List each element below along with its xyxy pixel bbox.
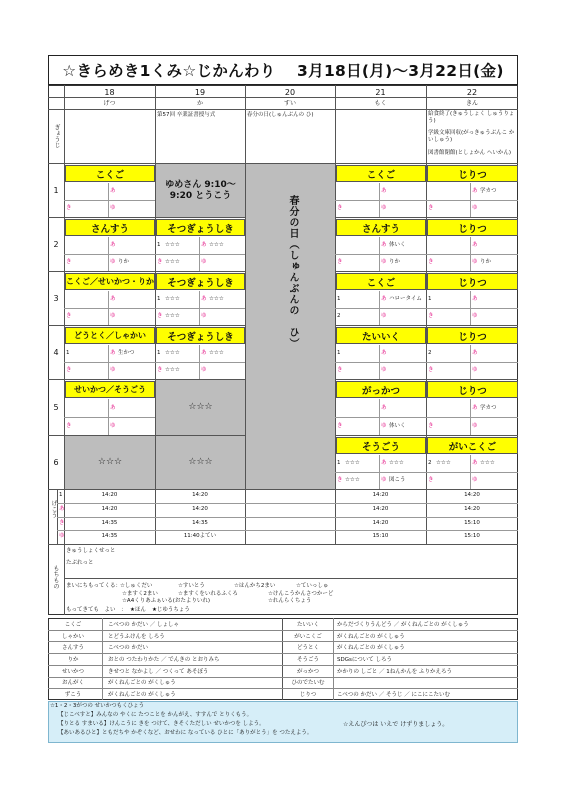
- item: ☆れんらくちょう: [268, 598, 312, 604]
- cell-number: 2: [428, 350, 432, 356]
- cell-number: 2: [428, 460, 432, 466]
- optional-items-label: もってきても よい ：: [66, 607, 127, 613]
- group-a-mark: あ: [110, 296, 116, 302]
- divider: [155, 308, 245, 309]
- group-a-mark: あ: [381, 296, 387, 302]
- group-ki-mark: き: [66, 313, 72, 319]
- divider: [426, 417, 518, 418]
- group-yu-mark: ゆ: [472, 367, 478, 373]
- divider: [199, 291, 200, 325]
- divider: [155, 362, 245, 363]
- subject-header: じりつ: [427, 165, 518, 182]
- event-text: 図書館閉館(としょかん へいかん): [428, 150, 512, 156]
- group-yu-mark: ゆ: [472, 423, 478, 429]
- special-cell: ☆☆☆: [156, 380, 245, 435]
- subject-header: たいいく: [336, 327, 426, 344]
- item: ☆しゅくだい: [120, 583, 153, 589]
- holiday-label: 春分の日（しゅんぶんの ひ）: [287, 195, 298, 349]
- dismissal-group: ゆ: [59, 533, 65, 540]
- group-a-mark: あ: [110, 242, 116, 248]
- subject-header: そつぎょうしき: [156, 273, 245, 290]
- group-a-mark: あ: [472, 242, 478, 248]
- group-ki-mark: き: [337, 205, 343, 211]
- legend-value: からだづくりうんどう ／ がくねんごとの がくしゅう: [337, 621, 469, 628]
- legend-key: がっかつ: [296, 668, 319, 675]
- day-of-week: もく: [374, 100, 387, 107]
- legend-key: どうとく: [296, 645, 319, 652]
- group-a-mark: あ: [472, 296, 478, 302]
- legend-key: さんすう: [61, 645, 84, 652]
- divider: [57, 503, 518, 504]
- legend-value: こべつの かだい: [108, 645, 149, 652]
- group-a-note: 生かつ: [118, 350, 135, 356]
- item: ☆ますく2まい: [122, 591, 158, 597]
- group-yu-mark: ゆ: [472, 477, 478, 483]
- group-a-mark: あ: [472, 350, 478, 356]
- legend-value: こべつの かだい ／ しょしゃ: [108, 621, 180, 628]
- group-a-mark: あ: [110, 188, 116, 194]
- cell-stars: ☆☆☆: [436, 460, 451, 466]
- divider: [379, 345, 380, 379]
- group-yu-mark: ゆ: [110, 259, 116, 265]
- group-ki-note: ☆☆☆: [345, 477, 360, 483]
- divider: [379, 291, 380, 325]
- cell-stars: ☆☆☆: [165, 350, 180, 356]
- group-a-mark: あ: [381, 460, 387, 466]
- divider: [335, 417, 426, 418]
- subject-header: こくご: [336, 273, 426, 290]
- gyouji-label: ぎょうじ: [53, 124, 60, 148]
- goal-line: 【りとる すまいる】けんこうに きを つけて、きそくただしい せいかつを しよう。: [58, 721, 265, 727]
- dismissal-time: 14:20: [192, 492, 208, 498]
- group-yu-note: りか: [118, 259, 130, 265]
- cell-number: 1: [337, 460, 341, 466]
- subject-header: がいこくご: [427, 437, 518, 454]
- legend-key: たいいく: [296, 621, 319, 628]
- divider: [108, 345, 109, 379]
- divider: [102, 618, 103, 700]
- dismissal-time: 14:20: [192, 505, 208, 512]
- group-ki-mark: き: [428, 423, 434, 429]
- subject-header: どうとく／しゃかい: [65, 327, 155, 344]
- dismissal-group: き: [59, 519, 65, 526]
- dismissal-time: 14:35: [192, 519, 208, 526]
- subject-header: さんすう: [65, 219, 155, 236]
- cell-number: 1: [66, 350, 70, 356]
- dismissal-time: 14:20: [101, 505, 118, 512]
- group-yu-note: 体いく: [389, 423, 406, 429]
- item-text: きゅうしょくせっと: [66, 548, 116, 554]
- divider: [335, 472, 426, 473]
- legend-value: [337, 677, 515, 689]
- day-date: 20: [284, 88, 296, 97]
- group-yu-mark: ゆ: [381, 313, 387, 319]
- group-ki-mark: き: [66, 259, 72, 265]
- group-a-mark: あ: [381, 188, 387, 194]
- divider: [64, 578, 518, 579]
- subject-header: そつぎょうしき: [156, 327, 245, 344]
- subject-header: がっかつ: [336, 381, 426, 398]
- group-a-mark: あ: [110, 405, 116, 411]
- dismissal-group: あ: [59, 505, 65, 512]
- group-a-mark: あ: [201, 350, 207, 356]
- divider: [379, 455, 380, 489]
- item: ☆はんかち2まい: [234, 583, 276, 589]
- legend-value: きせつと なかよし ／ つくって あそぼう: [108, 668, 209, 675]
- divider: [64, 308, 155, 309]
- group-ki-mark: き: [66, 423, 72, 429]
- divider: [48, 489, 518, 490]
- legend-value: おとの つたわりかた ／ でんきの とおりみち: [108, 656, 220, 663]
- cell-stars: ☆☆☆: [165, 242, 180, 248]
- legend-key: こくご: [64, 621, 82, 628]
- event-text: 春分の日(しゅんぶんの ひ): [247, 112, 314, 118]
- dismissal-group: 1: [59, 492, 63, 498]
- legend-key: おんがく: [61, 680, 84, 687]
- legend-key: ひのでたいむ: [291, 680, 325, 687]
- group-yu-note: りか: [480, 259, 492, 265]
- group-a-note: ☆☆☆: [209, 242, 224, 248]
- group-yu-mark: ゆ: [381, 367, 387, 373]
- divider: [57, 517, 518, 518]
- divider: [335, 217, 518, 218]
- subject-header: さんすう: [336, 219, 426, 236]
- group-yu-note: 図こう: [389, 477, 406, 483]
- day-date: 18: [104, 88, 115, 97]
- subject-header: こくご: [65, 165, 155, 182]
- cell-number: 1: [157, 296, 161, 302]
- group-ki-mark: き: [337, 477, 343, 483]
- dismissal-time: 14:35: [101, 519, 118, 526]
- divider: [48, 217, 246, 218]
- dismissal-time: 11:40よてい: [183, 533, 217, 540]
- dismissal-time: 14:20: [464, 492, 480, 498]
- divider: [48, 109, 518, 110]
- group-ki-mark: き: [428, 367, 434, 373]
- dismissal-time: 14:20: [372, 492, 389, 498]
- group-a-mark: あ: [472, 405, 478, 411]
- group-ki-note: ☆☆☆: [165, 367, 180, 373]
- group-a-mark: あ: [381, 405, 387, 411]
- divider: [48, 271, 246, 272]
- subject-header: こくご／せいかつ・りか: [65, 273, 155, 290]
- gekou-label: げこう: [50, 500, 57, 518]
- group-yu-mark: ゆ: [381, 423, 387, 429]
- item: ★ほん: [130, 607, 146, 613]
- group-a-note: 体いく: [389, 242, 406, 248]
- page-title: ☆きらめき1くみ☆じかんわり 3月18日(月)～3月22日(金): [48, 55, 518, 85]
- day-of-week: げつ: [103, 100, 116, 107]
- group-ki-mark: き: [157, 259, 163, 265]
- group-ki-mark: き: [428, 259, 434, 265]
- group-ki-mark: き: [66, 367, 72, 373]
- subject-header: こくご: [336, 165, 426, 182]
- group-yu-mark: ゆ: [110, 367, 116, 373]
- group-a-mark: あ: [381, 242, 387, 248]
- divider: [48, 544, 518, 545]
- group-a-note: 学カつ: [480, 405, 497, 411]
- divider: [470, 237, 471, 271]
- legend-value: SDGsについて しろう: [337, 656, 392, 663]
- legend-value: とどうふけんを しろう: [108, 633, 165, 640]
- divider: [335, 379, 518, 380]
- goals-heading: ☆1・2・3がつの せいかつもくひょう: [50, 703, 145, 709]
- period-number: 3: [53, 294, 59, 303]
- subject-header: じりつ: [427, 327, 518, 344]
- divider: [426, 308, 518, 309]
- subject-header: せいかつ／そうごう: [65, 381, 155, 398]
- divider: [335, 254, 426, 255]
- dismissal-time: 14:20: [372, 505, 389, 512]
- group-ki-mark: き: [157, 313, 163, 319]
- group-a-note: ☆☆☆: [209, 350, 224, 356]
- item-text: たぶれっと: [66, 560, 94, 566]
- subject-header: そうごう: [336, 437, 426, 454]
- divider: [426, 200, 518, 201]
- subject-header: そつぎょうしき: [156, 219, 245, 236]
- divider: [335, 325, 518, 326]
- legend-value: がくねんごとの がくしゅう: [108, 680, 176, 687]
- group-ki-mark: き: [428, 477, 434, 483]
- group-a-note: ☆☆☆: [389, 460, 404, 466]
- divider: [108, 399, 109, 435]
- group-ki-mark: き: [337, 367, 343, 373]
- event-text: 学級文庫回収(がっきゅうぶんこ かいしゅう): [428, 130, 515, 143]
- legend-value: こべつの かだい ／ そうじ ／ にこにこたいむ: [337, 692, 451, 699]
- legend-value: がくねんごとの がくしゅう: [337, 633, 405, 640]
- divider: [108, 183, 109, 217]
- divider: [379, 399, 380, 435]
- group-a-note: ☆☆☆: [209, 296, 224, 302]
- subject-header: じりつ: [427, 381, 518, 398]
- cell-stars: ☆☆☆: [345, 460, 360, 466]
- divider: [470, 345, 471, 379]
- legend-value: がくねんごとの がくしゅう: [337, 645, 405, 652]
- divider: [470, 183, 471, 217]
- dismissal-time: 14:20: [101, 492, 118, 498]
- divider: [108, 237, 109, 271]
- day-date: 19: [194, 88, 206, 97]
- cell-number: 2: [337, 313, 341, 319]
- item: ★じゆうちょう: [152, 607, 190, 613]
- group-a-mark: あ: [381, 350, 387, 356]
- divider: [199, 237, 200, 271]
- group-a-note: ☆☆☆: [480, 460, 495, 466]
- divider: [470, 399, 471, 435]
- legend-value: がくねんごとの がくしゅう: [108, 692, 176, 699]
- legend-key: りか: [67, 656, 79, 663]
- dismissal-time: 15:10: [464, 533, 480, 540]
- event-text: 第57回 卒業証書授与式: [157, 112, 216, 118]
- period-number: 6: [53, 458, 59, 467]
- divider: [379, 237, 380, 271]
- group-ki-mark: き: [337, 259, 343, 265]
- dismissal-time: 14:20: [464, 505, 480, 512]
- group-ki-note: ☆☆☆: [165, 259, 180, 265]
- group-a-mark: あ: [472, 460, 478, 466]
- cell-number: 1: [157, 350, 161, 356]
- day-date: 22: [466, 88, 478, 97]
- mochimono-label: もちもの: [52, 565, 59, 589]
- group-a-mark: あ: [201, 242, 207, 248]
- group-a-note: ハロータイム: [389, 296, 422, 302]
- divider: [335, 271, 518, 272]
- group-ki-mark: き: [428, 205, 434, 211]
- group-ki-mark: き: [66, 205, 72, 211]
- group-a-mark: あ: [472, 188, 478, 194]
- group-ki-note: ☆☆☆: [165, 313, 180, 319]
- group-a-mark: あ: [201, 296, 207, 302]
- divider: [333, 618, 334, 700]
- event-text: 給食終了(きゅうしょく しゅうりょう): [428, 111, 515, 124]
- cell-number: 1: [337, 296, 341, 302]
- day-of-week: すい: [283, 100, 296, 107]
- legend-value: かかりの しごと ／ 1ねんかんを ふりかえろう: [337, 668, 452, 675]
- item: ☆けんこうかんさつかーど: [268, 591, 334, 597]
- group-yu-mark: ゆ: [201, 367, 207, 373]
- daily-items-label: まいにちもってくる：: [66, 583, 122, 589]
- divider: [335, 200, 426, 201]
- group-yu-mark: ゆ: [472, 313, 478, 319]
- group-yu-note: りか: [389, 259, 401, 265]
- cell-number: 1: [428, 296, 432, 302]
- group-a-note: 学カつ: [480, 188, 497, 194]
- divider: [48, 325, 246, 326]
- legend-key: がいこくご: [294, 633, 322, 640]
- group-ki-mark: き: [337, 423, 343, 429]
- group-yu-mark: ゆ: [110, 423, 116, 429]
- item: ☆ますくをいれるふくろ: [178, 591, 238, 597]
- period-number: 5: [53, 403, 59, 412]
- divider: [335, 85, 336, 544]
- goal-line: 【じこべすと】みんなの やくに たつことを かんがえ、すすんで とりくもう。: [58, 712, 253, 718]
- divider: [426, 85, 427, 544]
- legend-key: せいかつ: [61, 668, 84, 675]
- cell-number: 1: [337, 350, 341, 356]
- group-yu-mark: ゆ: [381, 477, 387, 483]
- divider: [64, 417, 155, 418]
- divider: [48, 97, 518, 98]
- item: ☆A4くりあふぁいる(おたよりいれ): [122, 598, 210, 604]
- group-yu-mark: ゆ: [201, 313, 207, 319]
- divider: [335, 435, 518, 436]
- divider: [64, 200, 155, 201]
- divider: [199, 345, 200, 379]
- group-yu-mark: ゆ: [110, 205, 116, 211]
- period-number: 2: [53, 240, 59, 249]
- legend-key: ずこう: [64, 692, 82, 699]
- dismissal-time: 14:20: [372, 519, 389, 526]
- goal-line: 【あいあるひと】ともだちや かぞくなど、おせわに なっている ひとに「ありがとう」を つたえよう。: [58, 730, 313, 736]
- group-yu-mark: ゆ: [110, 313, 116, 319]
- day-of-week: か: [196, 100, 203, 107]
- divider: [426, 254, 518, 255]
- period-number: 1: [53, 186, 59, 195]
- divider: [426, 362, 518, 363]
- group-yu-mark: ゆ: [472, 205, 478, 211]
- subject-header: じりつ: [427, 273, 518, 290]
- divider: [426, 472, 518, 473]
- special-cell: ゆめさん 9:10～9:20 とうこう: [156, 164, 245, 217]
- group-ki-mark: き: [157, 367, 163, 373]
- day-date: 21: [375, 88, 386, 97]
- dismissal-time: 14:35: [101, 533, 118, 540]
- cell-number: 1: [157, 242, 161, 248]
- divider: [379, 183, 380, 217]
- group-yu-mark: ゆ: [472, 259, 478, 265]
- legend-key: しゃかい: [61, 633, 84, 640]
- cell-stars: ☆☆☆: [165, 296, 180, 302]
- group-yu-mark: ゆ: [381, 259, 387, 265]
- dismissal-time: 15:10: [464, 519, 480, 526]
- item: ☆すいとう: [178, 583, 205, 589]
- divider: [335, 362, 426, 363]
- special-cell: ☆☆☆: [156, 436, 245, 489]
- item: ☆ていっしゅ: [296, 583, 329, 589]
- pencil-note: ☆えんぴつは いえで けずりましょう。: [343, 721, 449, 728]
- divider: [470, 455, 471, 489]
- legend-key: そうごう: [296, 656, 319, 663]
- divider: [64, 362, 155, 363]
- period-number: 4: [53, 348, 59, 357]
- divider: [155, 254, 245, 255]
- group-yu-mark: ゆ: [381, 205, 387, 211]
- group-a-mark: あ: [110, 350, 116, 356]
- subject-header: じりつ: [427, 219, 518, 236]
- divider: [64, 254, 155, 255]
- divider: [57, 530, 518, 531]
- divider: [335, 308, 426, 309]
- group-yu-mark: ゆ: [201, 259, 207, 265]
- special-cell: ☆☆☆: [65, 436, 155, 489]
- divider: [108, 291, 109, 325]
- divider: [470, 291, 471, 325]
- legend-key: じりつ: [299, 692, 317, 699]
- group-ki-mark: き: [428, 313, 434, 319]
- dismissal-time: 15:10: [372, 533, 389, 540]
- day-of-week: きん: [465, 100, 478, 107]
